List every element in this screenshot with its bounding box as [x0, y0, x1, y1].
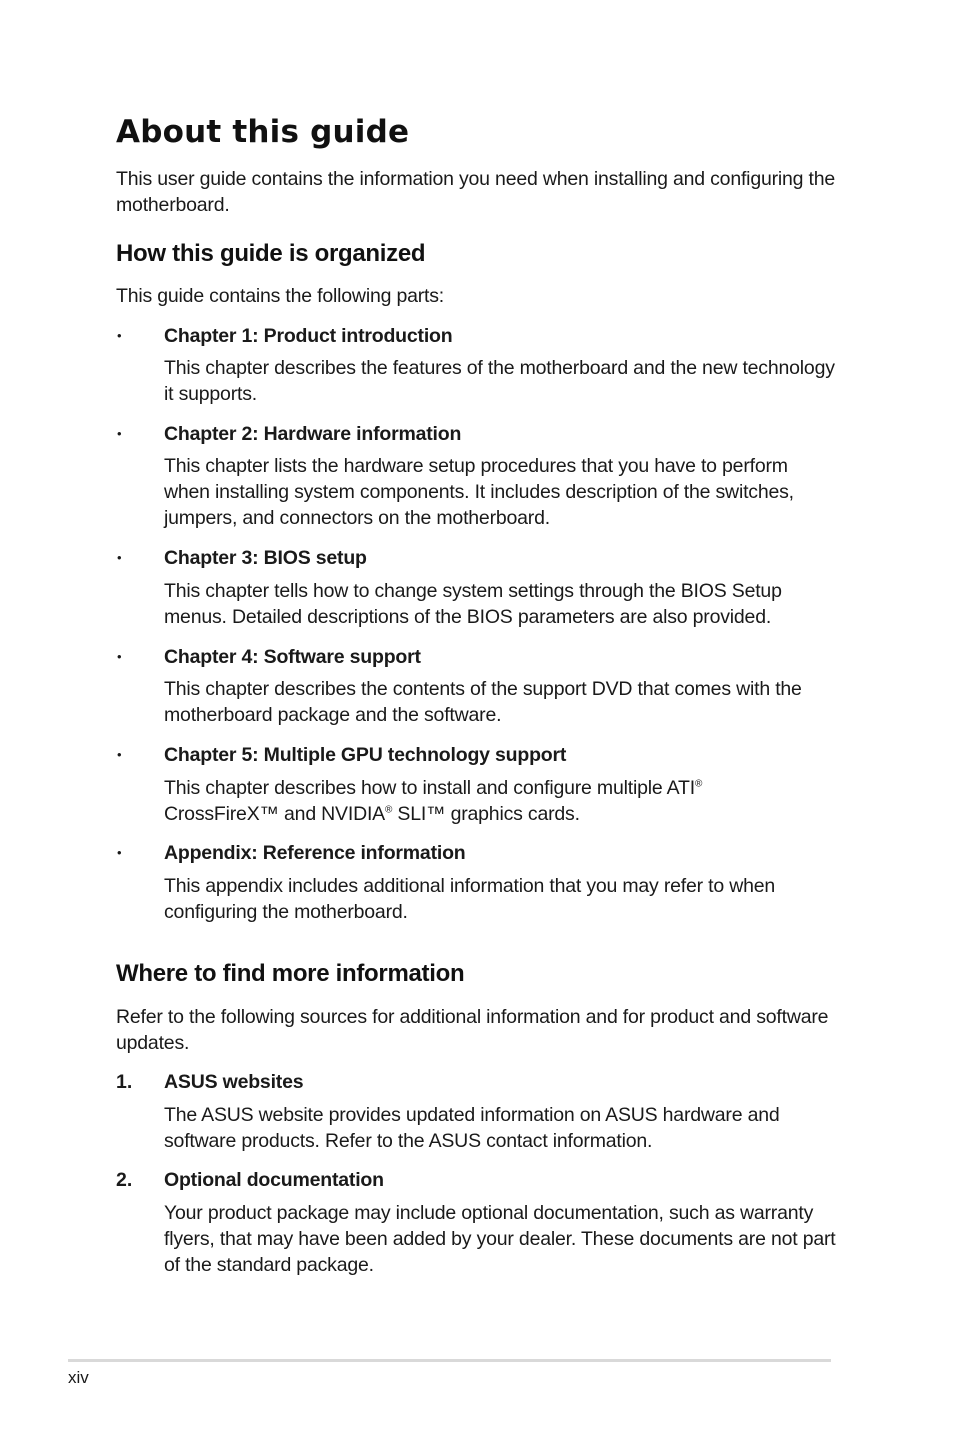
appendix-description: This appendix includes additional information that you may refer to when configuring the motherboard. [164, 875, 776, 923]
chapter-5-title: Chapter 5: Multiple GPU technology support [164, 744, 567, 766]
asus-websites-title: ASUS websites [164, 1071, 304, 1093]
section-heading-more-info: Where to find more information [116, 960, 465, 987]
registered-mark: ® [694, 778, 703, 790]
bullet-marker: • [117, 550, 122, 565]
optional-documentation-title: Optional documentation [164, 1169, 384, 1191]
chapter-1-title: Chapter 1: Product introduction [164, 325, 453, 347]
chapter-5-desc-part-2: CrossFireX™ and NVIDIA [164, 803, 385, 825]
chapter-2-description: This chapter lists the hardware setup procedures that you have to perform when installing system components. It includes description of the switches, jumpers, and connectors on the motherboard. [164, 455, 794, 529]
chapter-4-title: Chapter 4: Software support [164, 646, 421, 668]
organized-lead: This guide contains the following parts: [116, 285, 445, 307]
page-title: About this guide [116, 114, 410, 150]
chapter-5-desc-part-3: SLI™ graphics cards. [392, 803, 580, 825]
chapter-4-description: This chapter describes the contents of the support DVD that comes with the motherboard package and the software. [164, 678, 802, 726]
more-info-lead: Refer to the following sources for additional information and for product and software updates. [116, 1006, 829, 1054]
footer-divider [68, 1359, 831, 1362]
bullet-marker: • [117, 747, 122, 762]
chapter-3-description: This chapter tells how to change system settings through the BIOS Setup menus. Detailed descriptions of the BIOS parameters are also provided. [164, 580, 782, 628]
list-number: 2. [116, 1169, 133, 1191]
chapter-5-desc-part-1: This chapter describes how to install and configure multiple ATI [164, 777, 695, 799]
bullet-marker: • [117, 426, 122, 441]
registered-mark: ® [385, 804, 393, 816]
chapter-3-title: Chapter 3: BIOS setup [164, 547, 367, 569]
bullet-marker: • [117, 649, 122, 664]
chapter-5-description [164, 775, 836, 827]
optional-documentation-description: Your product package may include optional documentation, such as warranty flyers, that may have been added by your dealer. These documents are not part of the standard package. [164, 1202, 836, 1276]
intro-paragraph: This user guide contains the information you need when installing and configuring the motherboard. [116, 168, 836, 216]
chapter-1-description: This chapter describes the features of the motherboard and the new technology it supports. [164, 357, 835, 405]
chapter-2-title: Chapter 2: Hardware information [164, 423, 462, 445]
bullet-marker: • [117, 845, 122, 860]
page-number: xiv [68, 1368, 89, 1387]
asus-websites-description: The ASUS website provides updated information on ASUS hardware and software products. Refer to the ASUS contact information. [164, 1104, 780, 1152]
bullet-marker: • [117, 328, 122, 343]
section-heading-organized: How this guide is organized [116, 240, 426, 267]
list-number: 1. [116, 1071, 133, 1093]
appendix-title: Appendix: Reference information [164, 842, 466, 864]
